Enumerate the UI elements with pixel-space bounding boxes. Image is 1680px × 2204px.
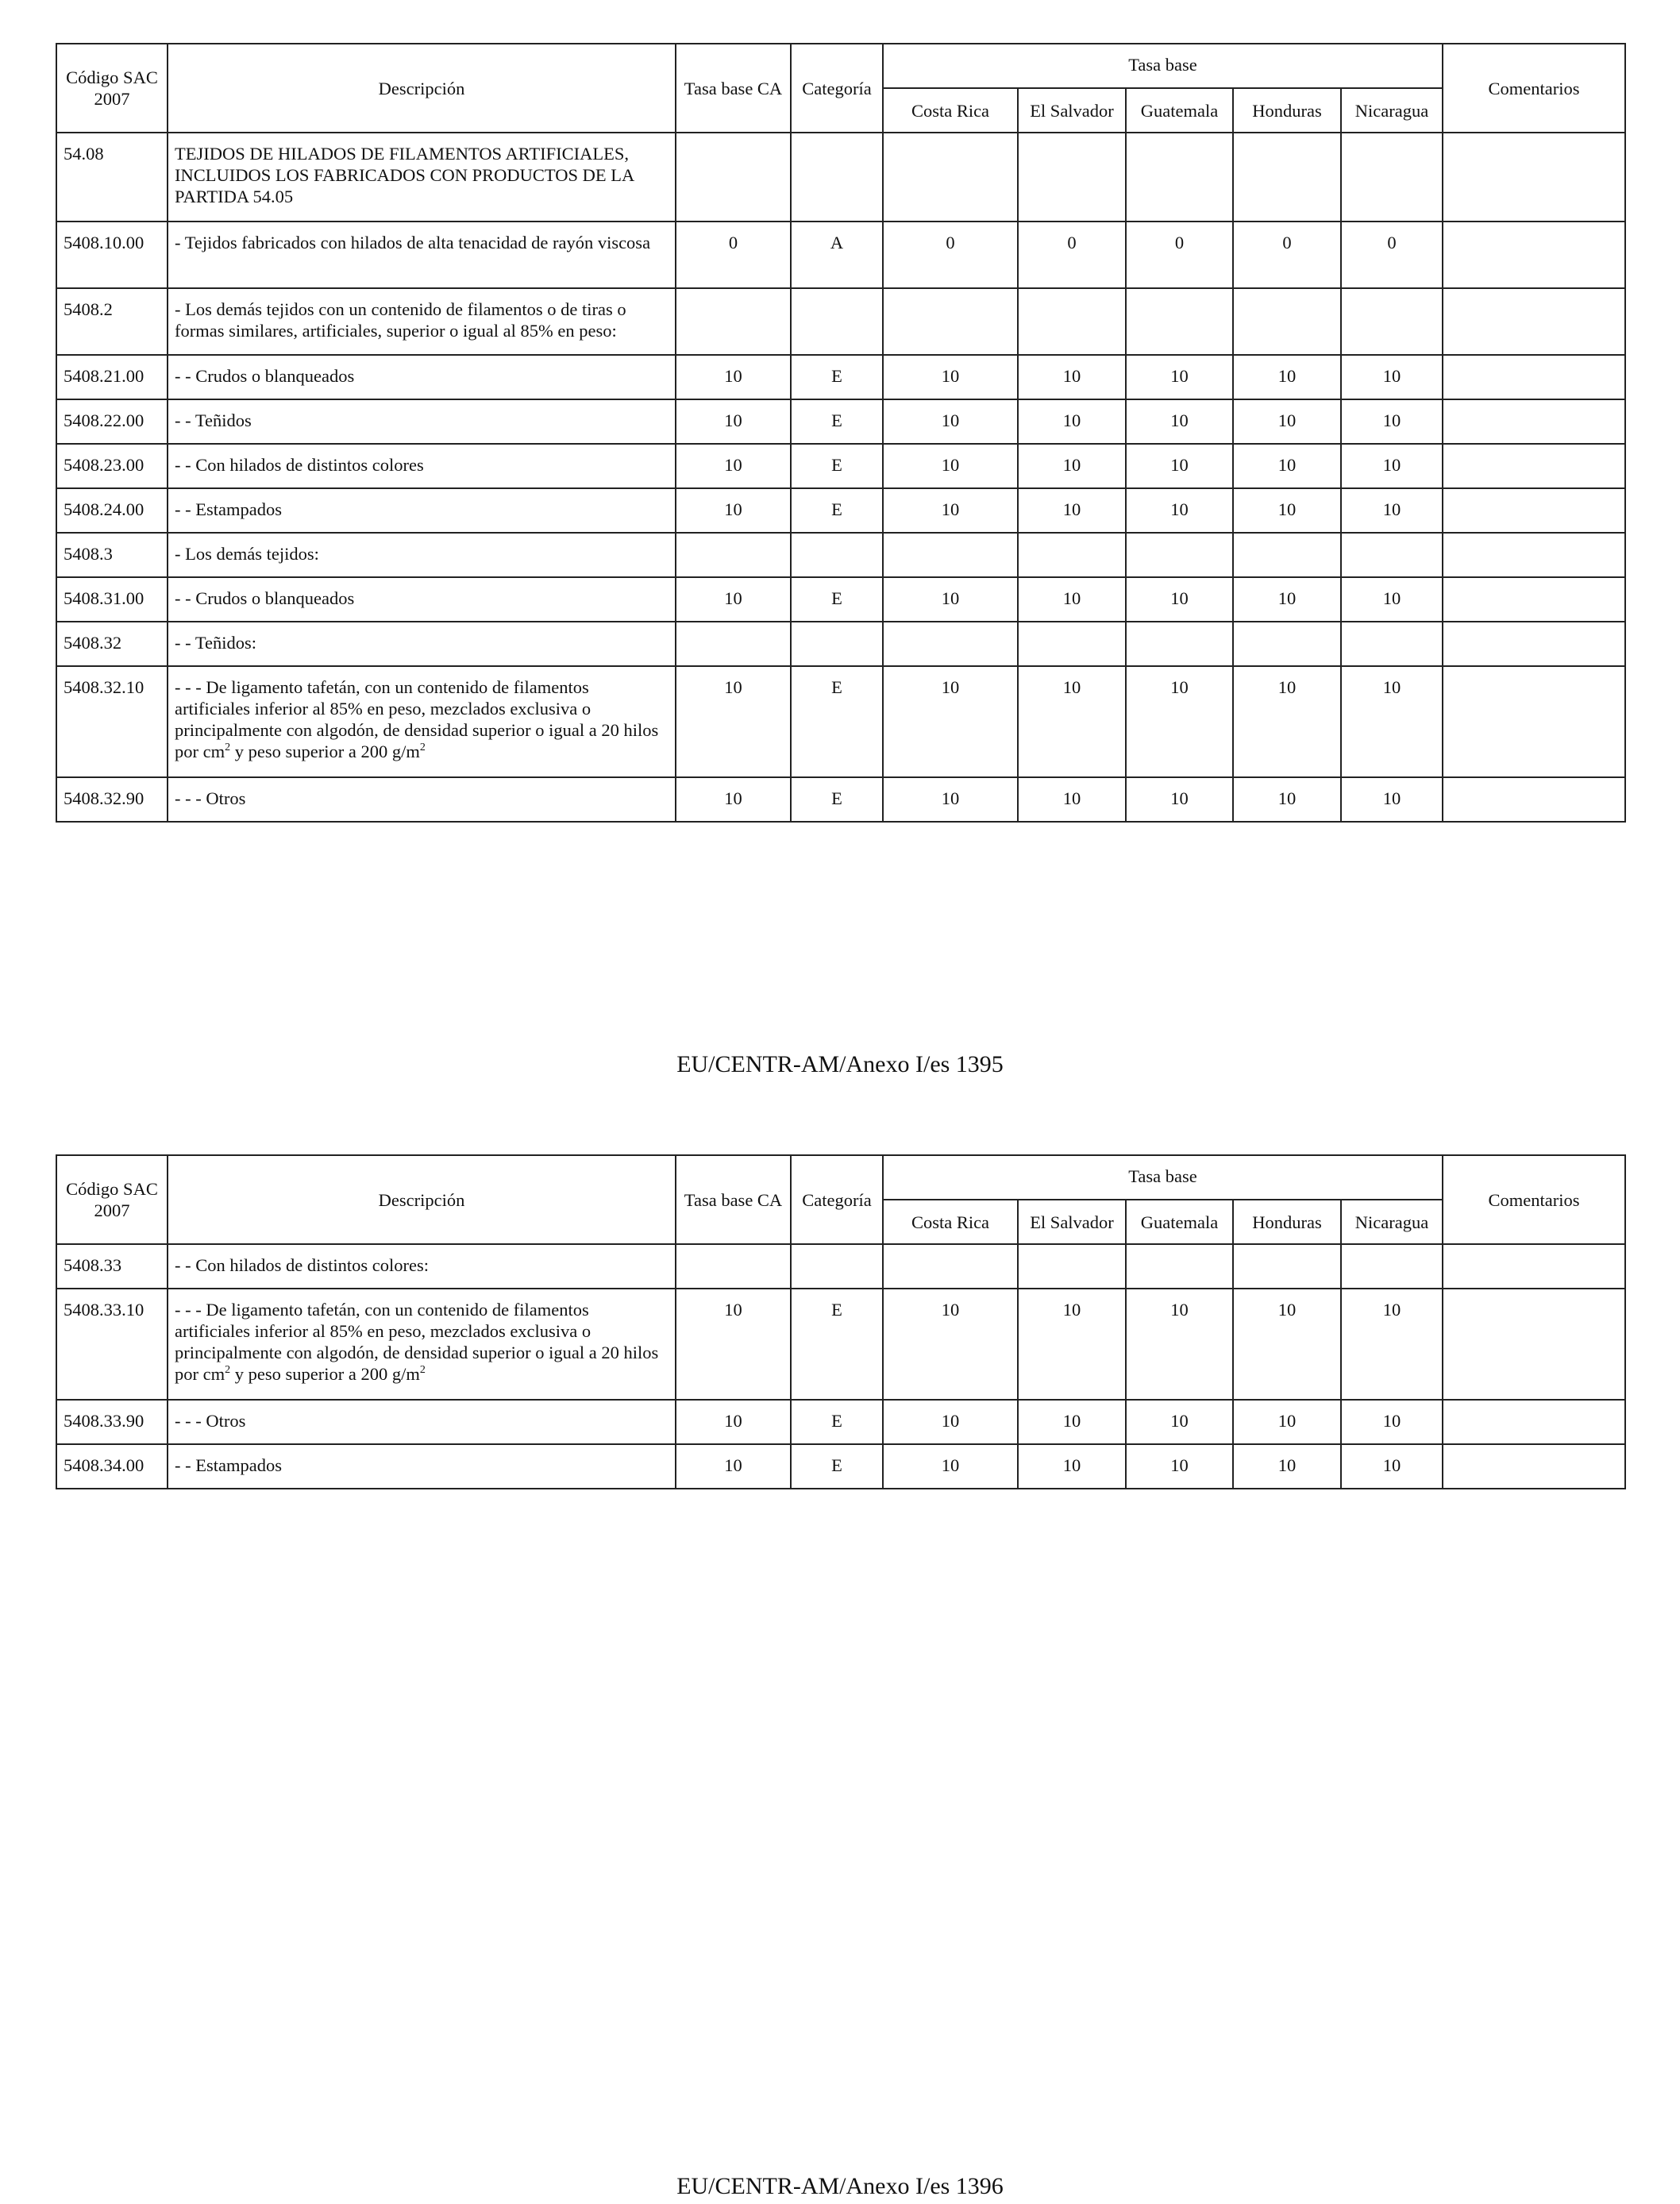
header-country-guatemala: Guatemala xyxy=(1126,88,1233,133)
header-country-costa-rica: Costa Rica xyxy=(883,1200,1018,1244)
cell-el-salvador: 10 xyxy=(1018,1289,1126,1400)
cell-nicaragua: 10 xyxy=(1341,777,1443,822)
table-row xyxy=(56,622,1625,666)
cell-honduras: 0 xyxy=(1233,222,1341,288)
cell-tasa-ca xyxy=(676,622,791,666)
cell-costa-rica: 10 xyxy=(883,444,1018,488)
cell-categoria: E xyxy=(791,777,883,822)
cell-comentarios xyxy=(1443,1244,1625,1289)
cell-costa-rica: 10 xyxy=(883,1444,1018,1489)
cell-tasa-ca xyxy=(676,1244,791,1289)
cell-code: 5408.31.00 xyxy=(56,577,168,622)
cell-categoria: E xyxy=(791,1444,883,1489)
cell-tasa-ca: 10 xyxy=(676,1400,791,1444)
cell-code: 5408.2 xyxy=(56,288,168,355)
cell-tasa-ca: 10 xyxy=(676,1444,791,1489)
cell-categoria: E xyxy=(791,1400,883,1444)
cell-comentarios xyxy=(1443,533,1625,577)
cell-el-salvador: 10 xyxy=(1018,355,1126,399)
cell-tasa-ca: 10 xyxy=(676,355,791,399)
cell-categoria xyxy=(791,622,883,666)
table-row xyxy=(56,222,1625,288)
header-tasa-base: Tasa base xyxy=(883,44,1443,88)
cell-guatemala: 10 xyxy=(1126,399,1233,444)
header-country-honduras: Honduras xyxy=(1233,1200,1341,1244)
cell-code: 5408.33.10 xyxy=(56,1289,168,1400)
cell-guatemala: 10 xyxy=(1126,444,1233,488)
cell-code: 5408.34.00 xyxy=(56,1444,168,1489)
cell-categoria: A xyxy=(791,222,883,288)
cell-categoria xyxy=(791,133,883,222)
cell-tasa-ca: 10 xyxy=(676,577,791,622)
cell-comentarios xyxy=(1443,1289,1625,1400)
cell-costa-rica: 10 xyxy=(883,355,1018,399)
cell-code: 5408.33 xyxy=(56,1244,168,1289)
cell-description: - - Teñidos: xyxy=(168,622,676,666)
cell-honduras: 10 xyxy=(1233,488,1341,533)
cell-description: - - Estampados xyxy=(168,488,676,533)
tariff-table-page-2 xyxy=(56,1154,1626,1489)
cell-guatemala xyxy=(1126,1244,1233,1289)
table-row xyxy=(56,577,1625,622)
cell-comentarios xyxy=(1443,1444,1625,1489)
cell-el-salvador: 10 xyxy=(1018,666,1126,777)
header-country-guatemala: Guatemala xyxy=(1126,1200,1233,1244)
cell-description: - - - De ligamento tafetán, con un contenido de filamentos artificiales inferior al 85% en peso, mezclados exclusiva o principalmente con algodón, de densidad superior o igual a 20 hilos por $cm^2$ y peso superior a 200 $g/m^2$ xyxy=(168,1289,676,1400)
cell-categoria: E xyxy=(791,488,883,533)
cell-el-salvador: 0 xyxy=(1018,222,1126,288)
cell-categoria xyxy=(791,1244,883,1289)
page-footer-2: EU/CENTR-AM/Anexo I/es 1396 xyxy=(676,2173,1004,2199)
cell-code: 5408.32 xyxy=(56,622,168,666)
cell-code: 5408.33.90 xyxy=(56,1400,168,1444)
cell-comentarios xyxy=(1443,222,1625,288)
header-country-el-salvador: El Salvador xyxy=(1018,88,1126,133)
cell-categoria: E xyxy=(791,577,883,622)
header-description: Descripción xyxy=(168,44,676,133)
cell-nicaragua: 10 xyxy=(1341,399,1443,444)
header-comentarios: Comentarios xyxy=(1443,44,1625,133)
cell-comentarios xyxy=(1443,355,1625,399)
header-tasa-ca: Tasa base CA xyxy=(676,1155,791,1244)
cell-guatemala: 10 xyxy=(1126,355,1233,399)
cell-tasa-ca xyxy=(676,533,791,577)
cell-code: 5408.32.10 xyxy=(56,666,168,777)
cell-comentarios xyxy=(1443,488,1625,533)
table-row xyxy=(56,288,1625,355)
cell-guatemala xyxy=(1126,288,1233,355)
table-row xyxy=(56,1444,1625,1489)
cell-el-salvador: 10 xyxy=(1018,1444,1126,1489)
table-row xyxy=(56,488,1625,533)
cell-costa-rica: 10 xyxy=(883,1400,1018,1444)
page-footer-1: EU/CENTR-AM/Anexo I/es 1395 xyxy=(676,1051,1004,1077)
cell-comentarios xyxy=(1443,288,1625,355)
cell-categoria xyxy=(791,533,883,577)
header-comentarios: Comentarios xyxy=(1443,1155,1625,1244)
cell-nicaragua xyxy=(1341,133,1443,222)
cell-comentarios xyxy=(1443,133,1625,222)
cell-guatemala: 0 xyxy=(1126,222,1233,288)
cell-comentarios xyxy=(1443,622,1625,666)
cell-nicaragua: 10 xyxy=(1341,1400,1443,1444)
cell-el-salvador: 10 xyxy=(1018,577,1126,622)
cell-guatemala xyxy=(1126,533,1233,577)
cell-costa-rica xyxy=(883,1244,1018,1289)
header-tasa-ca: Tasa base CA xyxy=(676,44,791,133)
cell-honduras xyxy=(1233,1244,1341,1289)
cell-honduras: 10 xyxy=(1233,399,1341,444)
cell-el-salvador xyxy=(1018,133,1126,222)
cell-code: 5408.32.90 xyxy=(56,777,168,822)
cell-nicaragua xyxy=(1341,533,1443,577)
cell-costa-rica: 10 xyxy=(883,1289,1018,1400)
cell-guatemala: 10 xyxy=(1126,1444,1233,1489)
cell-tasa-ca xyxy=(676,133,791,222)
cell-tasa-ca: 10 xyxy=(676,444,791,488)
cell-description: - Los demás tejidos: xyxy=(168,533,676,577)
cell-costa-rica xyxy=(883,533,1018,577)
cell-nicaragua xyxy=(1341,622,1443,666)
table-row xyxy=(56,444,1625,488)
description-suffix: y peso superior a 200 g/m xyxy=(230,742,420,761)
cell-honduras: 10 xyxy=(1233,1400,1341,1444)
cell-costa-rica: 10 xyxy=(883,666,1018,777)
cell-code: 5408.21.00 xyxy=(56,355,168,399)
cell-el-salvador: 10 xyxy=(1018,488,1126,533)
cell-nicaragua: 10 xyxy=(1341,1444,1443,1489)
cell-nicaragua: 10 xyxy=(1341,666,1443,777)
cell-description: TEJIDOS DE HILADOS DE FILAMENTOS ARTIFICIALES, INCLUIDOS LOS FABRICADOS CON PRODUCTOS DE LA PARTIDA 54.05 xyxy=(168,133,676,222)
cell-tasa-ca: 10 xyxy=(676,1289,791,1400)
cell-nicaragua: 0 xyxy=(1341,222,1443,288)
cell-el-salvador: 10 xyxy=(1018,777,1126,822)
header-country-nicaragua: Nicaragua xyxy=(1341,88,1443,133)
cell-description: - Los demás tejidos con un contenido de filamentos o de tiras o formas similares, artificiales, superior o igual al 85% en peso: xyxy=(168,288,676,355)
cell-guatemala: 10 xyxy=(1126,666,1233,777)
cell-tasa-ca: 0 xyxy=(676,222,791,288)
table-row xyxy=(56,399,1625,444)
cell-description: - Tejidos fabricados con hilados de alta tenacidad de rayón viscosa xyxy=(168,222,676,288)
cell-comentarios xyxy=(1443,399,1625,444)
cell-nicaragua: 10 xyxy=(1341,355,1443,399)
cell-tasa-ca: 10 xyxy=(676,399,791,444)
table-row xyxy=(56,533,1625,577)
cell-description: - - Teñidos xyxy=(168,399,676,444)
cell-nicaragua xyxy=(1341,1244,1443,1289)
cell-code: 5408.23.00 xyxy=(56,444,168,488)
cell-tasa-ca xyxy=(676,288,791,355)
tariff-table-page-1 xyxy=(56,43,1626,823)
header-categoria: Categoría xyxy=(791,44,883,133)
header-code: Código SAC 2007 xyxy=(56,44,168,133)
header-country-honduras: Honduras xyxy=(1233,88,1341,133)
cell-categoria xyxy=(791,288,883,355)
cell-nicaragua: 10 xyxy=(1341,1289,1443,1400)
table-row xyxy=(56,133,1625,222)
superscript: 2 xyxy=(419,742,426,753)
cell-tasa-ca: 10 xyxy=(676,777,791,822)
header-categoria: Categoría xyxy=(791,1155,883,1244)
cell-honduras: 10 xyxy=(1233,666,1341,777)
cell-honduras xyxy=(1233,622,1341,666)
description-suffix: y peso superior a 200 g/m xyxy=(230,1364,420,1384)
cell-code: 5408.3 xyxy=(56,533,168,577)
cell-nicaragua: 10 xyxy=(1341,444,1443,488)
superscript: 2 xyxy=(225,742,231,753)
cell-el-salvador xyxy=(1018,622,1126,666)
header-description: Descripción xyxy=(168,1155,676,1244)
cell-description: - - Con hilados de distintos colores: xyxy=(168,1244,676,1289)
cell-tasa-ca: 10 xyxy=(676,666,791,777)
table-row xyxy=(56,666,1625,777)
cell-comentarios xyxy=(1443,577,1625,622)
cell-costa-rica xyxy=(883,622,1018,666)
cell-guatemala xyxy=(1126,133,1233,222)
cell-costa-rica: 10 xyxy=(883,577,1018,622)
header-code: Código SAC 2007 xyxy=(56,1155,168,1244)
cell-description: - - Con hilados de distintos colores xyxy=(168,444,676,488)
cell-honduras: 10 xyxy=(1233,1444,1341,1489)
header-country-nicaragua: Nicaragua xyxy=(1341,1200,1443,1244)
cell-honduras: 10 xyxy=(1233,444,1341,488)
cell-honduras: 10 xyxy=(1233,777,1341,822)
header-country-costa-rica: Costa Rica xyxy=(883,88,1018,133)
cell-comentarios xyxy=(1443,666,1625,777)
cell-description: - - Crudos o blanqueados xyxy=(168,577,676,622)
description-suffix: hilos por cm xyxy=(175,720,659,761)
cell-el-salvador xyxy=(1018,288,1126,355)
cell-honduras xyxy=(1233,533,1341,577)
cell-code: 54.08 xyxy=(56,133,168,222)
cell-guatemala: 10 xyxy=(1126,777,1233,822)
cell-guatemala: 10 xyxy=(1126,488,1233,533)
cell-costa-rica: 10 xyxy=(883,488,1018,533)
cell-description: - - Crudos o blanqueados xyxy=(168,355,676,399)
cell-comentarios xyxy=(1443,444,1625,488)
table-row xyxy=(56,355,1625,399)
description-suffix: hilos por cm xyxy=(175,1343,659,1384)
cell-guatemala: 10 xyxy=(1126,1400,1233,1444)
cell-el-salvador: 10 xyxy=(1018,399,1126,444)
cell-categoria: E xyxy=(791,444,883,488)
cell-code: 5408.22.00 xyxy=(56,399,168,444)
superscript: 2 xyxy=(225,1364,231,1376)
cell-el-salvador xyxy=(1018,533,1126,577)
cell-costa-rica xyxy=(883,133,1018,222)
cell-guatemala: 10 xyxy=(1126,577,1233,622)
cell-code: 5408.24.00 xyxy=(56,488,168,533)
cell-guatemala xyxy=(1126,622,1233,666)
cell-description: - - - De ligamento tafetán, con un contenido de filamentos artificiales inferior al 85% en peso, mezclados exclusiva o principalmente con algodón, de densidad superior o igual a 20 hilos por $cm^2$ y peso superior a 200 $g/m^2$ xyxy=(168,666,676,777)
cell-categoria: E xyxy=(791,399,883,444)
cell-comentarios xyxy=(1443,777,1625,822)
cell-tasa-ca: 10 xyxy=(676,488,791,533)
table-row xyxy=(56,1400,1625,1444)
cell-nicaragua xyxy=(1341,288,1443,355)
cell-guatemala: 10 xyxy=(1126,1289,1233,1400)
cell-description: - - - Otros xyxy=(168,777,676,822)
cell-nicaragua: 10 xyxy=(1341,577,1443,622)
cell-code: 5408.10.00 xyxy=(56,222,168,288)
header-tasa-base: Tasa base xyxy=(883,1155,1443,1200)
table-row xyxy=(56,1289,1625,1400)
superscript: 2 xyxy=(419,1364,426,1376)
cell-honduras: 10 xyxy=(1233,1289,1341,1400)
cell-el-salvador: 10 xyxy=(1018,444,1126,488)
cell-costa-rica: 0 xyxy=(883,222,1018,288)
table-row xyxy=(56,777,1625,822)
cell-categoria: E xyxy=(791,666,883,777)
cell-nicaragua: 10 xyxy=(1341,488,1443,533)
header-country-el-salvador: El Salvador xyxy=(1018,1200,1126,1244)
cell-costa-rica xyxy=(883,288,1018,355)
table-row xyxy=(56,1244,1625,1289)
cell-honduras xyxy=(1233,133,1341,222)
cell-honduras: 10 xyxy=(1233,355,1341,399)
cell-categoria: E xyxy=(791,1289,883,1400)
cell-honduras xyxy=(1233,288,1341,355)
cell-el-salvador: 10 xyxy=(1018,1400,1126,1444)
cell-el-salvador xyxy=(1018,1244,1126,1289)
cell-costa-rica: 10 xyxy=(883,399,1018,444)
cell-description: - - Estampados xyxy=(168,1444,676,1489)
cell-categoria: E xyxy=(791,355,883,399)
cell-costa-rica: 10 xyxy=(883,777,1018,822)
cell-description: - - - Otros xyxy=(168,1400,676,1444)
cell-honduras: 10 xyxy=(1233,577,1341,622)
cell-comentarios xyxy=(1443,1400,1625,1444)
